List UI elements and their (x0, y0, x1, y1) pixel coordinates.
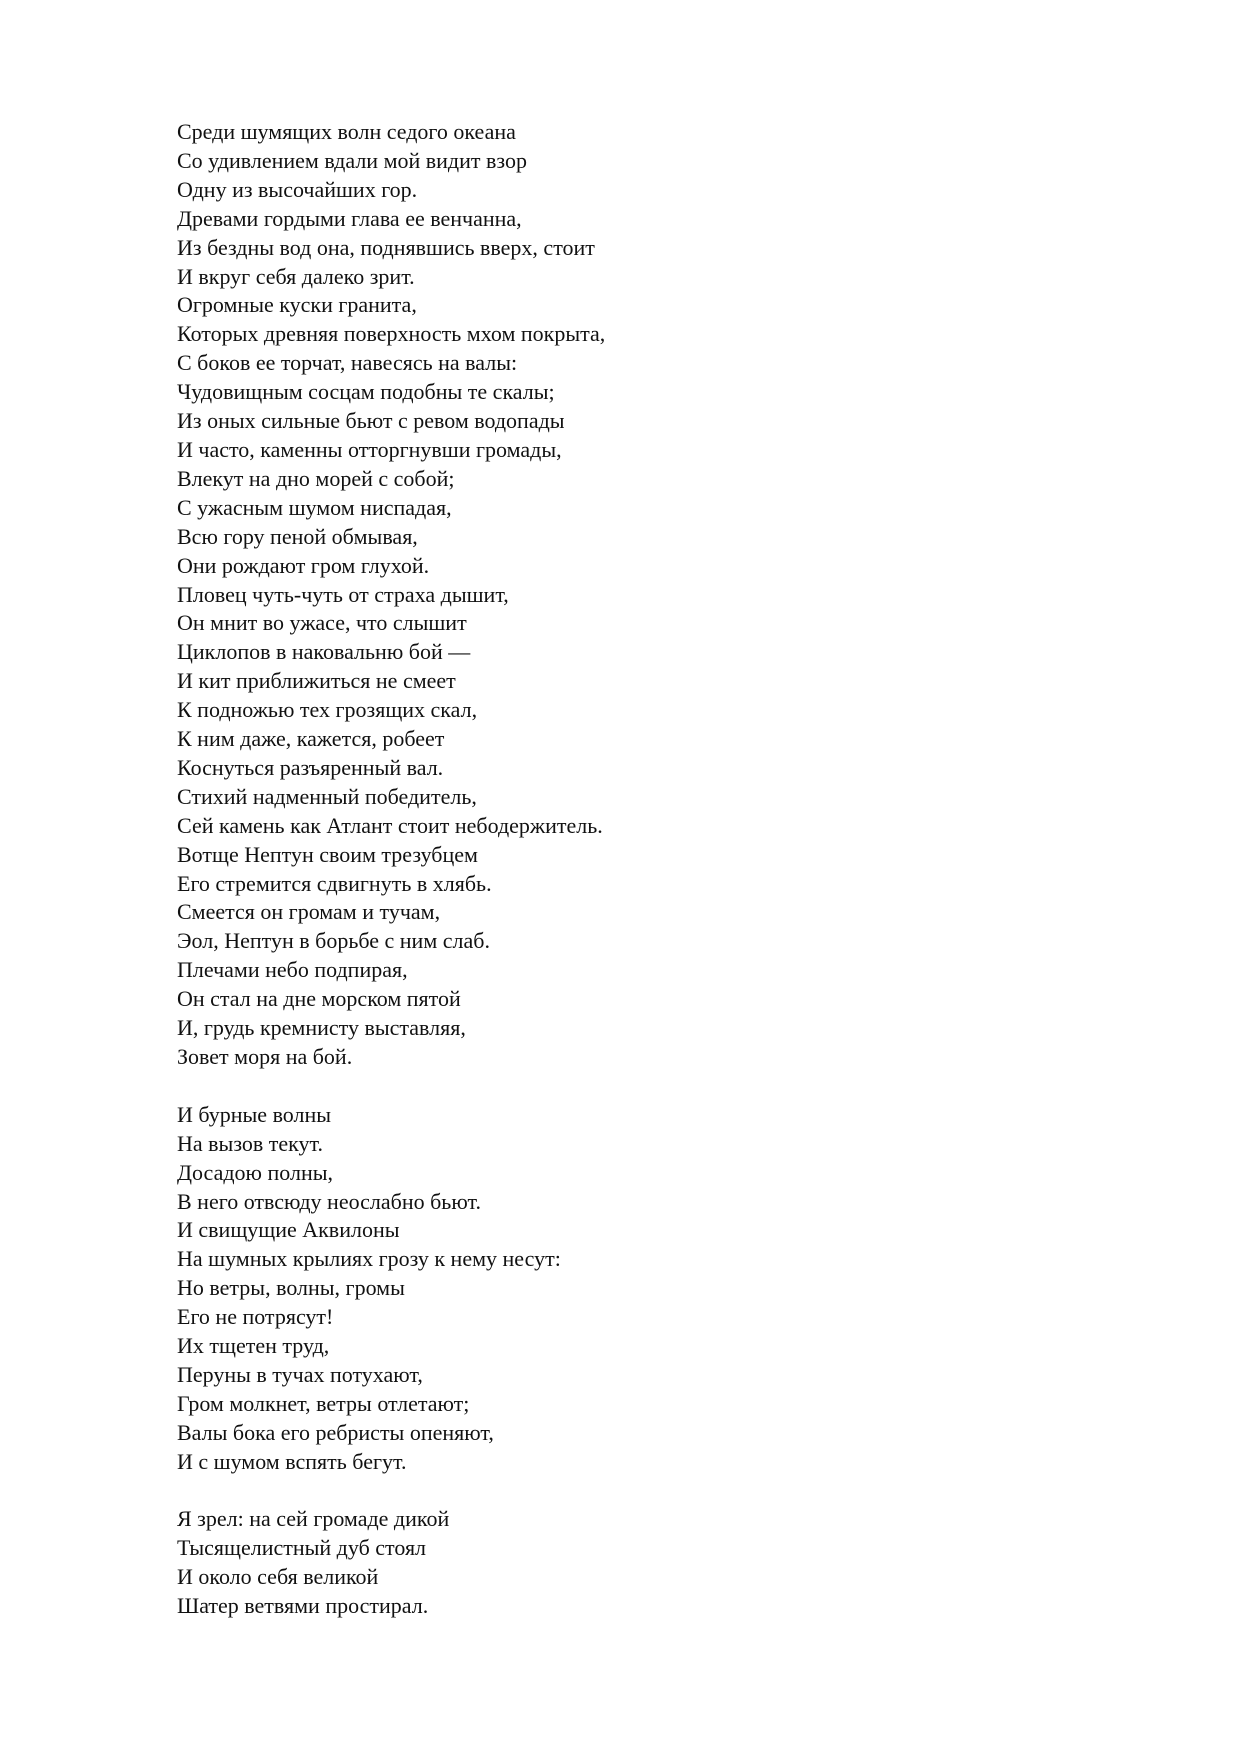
poem-line: Эол, Нептун в борьбе с ним слаб. (177, 928, 490, 954)
poem-line: Их тщетен труд, (177, 1333, 330, 1359)
poem-line: И бурные волны (177, 1101, 332, 1127)
poem-line: К подножью тех грозящих скал, (177, 697, 478, 723)
poem-line: Коснуться разъяренный вал. (177, 754, 444, 780)
poem-line: Они рождают гром глухой. (177, 552, 430, 578)
poem-line: Он мнит во ужасе, что слышит (177, 610, 467, 636)
poem-line: Он стал на дне морском пятой (177, 986, 461, 1012)
poem-line: В него отвсюду неослабно бьют. (177, 1188, 481, 1214)
poem-line: На вызов текут. (177, 1130, 323, 1156)
poem-line: Из оных сильные бьют с ревом водопады (177, 408, 565, 434)
poem-line: Со удивлением вдали мой видит взор (177, 147, 527, 173)
poem-stanza (177, 118, 1077, 1072)
poem-line: Его стремится сдвигнуть в хлябь. (177, 870, 492, 896)
poem-line: С боков ее торчат, навесясь на валы: (177, 350, 518, 376)
poem-line: И с шумом вспять бегут. (177, 1448, 407, 1474)
poem-line: Перуны в тучах потухают, (177, 1361, 423, 1387)
poem-line: Среди шумящих волн седого океана (177, 119, 516, 144)
poem-line: И, грудь кремнисту выставляя, (177, 1015, 466, 1041)
poem-line: Стихий надменный победитель, (177, 783, 477, 809)
poem-line: Шатер ветвями простирал. (177, 1593, 429, 1619)
poem-line: Чудовищным сосцам подобны те скалы; (177, 379, 555, 405)
poem-line: Древами гордыми глава ее венчанна, (177, 205, 522, 231)
poem-line: Вотще Нептун своим трезубцем (177, 841, 478, 867)
poem-line: Я зрел: на сей громаде дикой (177, 1506, 450, 1532)
poem-line: Зовет моря на бой. (177, 1044, 353, 1069)
poem-line: Валы бока его ребристы опеняют, (177, 1419, 494, 1445)
poem-line: Досадою полны, (177, 1159, 333, 1185)
poem-line: С ужасным шумом ниспадая, (177, 494, 452, 520)
poem-line: И свищущие Аквилоны (177, 1217, 400, 1243)
poem-stanza (177, 1101, 1077, 1477)
poem-stanza (177, 1505, 1077, 1621)
poem-line: И часто, каменны отторгнувши громады, (177, 436, 562, 462)
poem-line: И около себя великой (177, 1564, 379, 1590)
poem-line: И вкруг себя далеко зрит. (177, 263, 415, 289)
poem-line: Циклопов в наковальню бой — (177, 639, 471, 665)
poem-line: Но ветры, волны, громы (177, 1275, 405, 1301)
poem-line: Пловец чуть-чуть от страха дышит, (177, 581, 509, 607)
poem-line: Огромные куски гранита, (177, 292, 417, 318)
poem-line: И кит приближиться не смеет (177, 668, 456, 694)
poem-line: Одну из высочайших гор. (177, 176, 418, 202)
poem-line: Влекут на дно морей с собой; (177, 465, 455, 491)
poem-line: На шумных крылиях грозу к нему несут: (177, 1246, 561, 1272)
poem-line: Гром молкнет, ветры отлетают; (177, 1390, 470, 1416)
poem-line: Которых древняя поверхность мхом покрыта, (177, 321, 606, 347)
poem-line: Из бездны вод она, поднявшись вверх, стоит (177, 234, 595, 260)
poem-line: К ним даже, кажется, робеет (177, 726, 445, 752)
poem-line: Его не потрясут! (177, 1304, 334, 1330)
poem-line: Сей камень как Атлант стоит небодержитель. (177, 812, 603, 838)
poem-line: Плечами небо подпирая, (177, 957, 408, 983)
poem-line: Тысящелистный дуб стоял (177, 1535, 427, 1561)
poem-line: Всю гору пеной обмывая, (177, 523, 418, 549)
poem-line: Смеется он громам и тучам, (177, 899, 441, 925)
poem-text (177, 118, 1077, 1621)
